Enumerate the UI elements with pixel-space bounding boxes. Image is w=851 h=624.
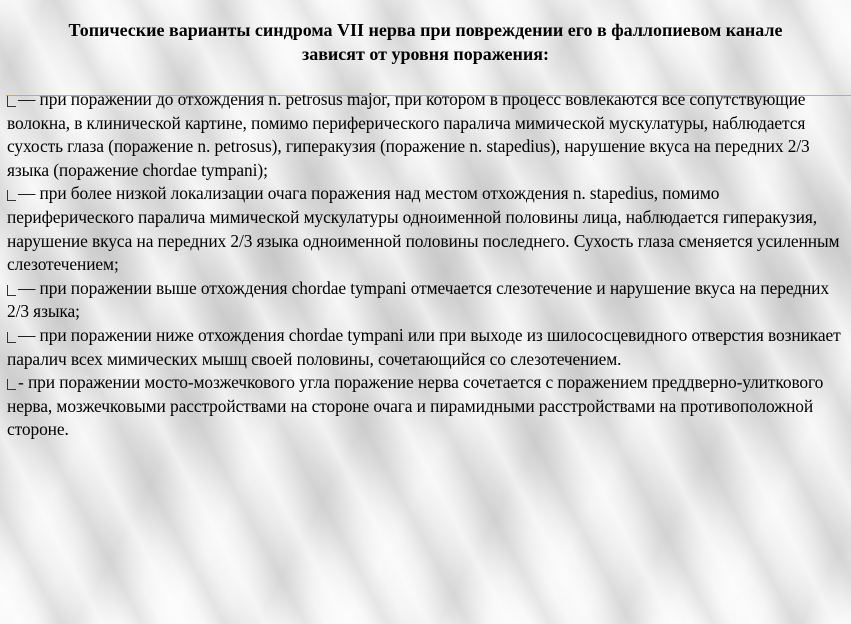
item-text: при поражении до отхождения n. petrosus major, при котором в процесс вовлекаются все сопутствующие волокна, в клинической картине, помимо периферического паралича мимической мускулатуры, наблюдается сухость глаза (поражение n. petrosus), гиперакузия (поражение n. stapedius), нарушение вкуса на передних 2/3 языка (поражение chordae tympani);	[7, 89, 810, 180]
item-marker: —	[18, 324, 36, 345]
slide-body	[7, 88, 847, 442]
item-marker: —	[18, 277, 36, 298]
corner-bullet-icon	[7, 285, 16, 296]
corner-bullet-icon	[7, 190, 16, 201]
title-line-1: Топические варианты синдрома VII нерва при повреждении его в фаллопиевом канале	[68, 20, 783, 40]
item-marker: —	[18, 183, 36, 204]
item-text: при поражении мосто-мозжечкового угла поражение нерва сочетается с поражением преддверно-улиткового нерва, мозжечковыми расстройствами на стороне очага и пирамидными расстройствами на противоположной стороне.	[7, 372, 824, 440]
list-item-3	[7, 277, 847, 324]
item-marker: —	[18, 89, 36, 109]
slide-title	[10, 18, 841, 66]
list-item-2	[7, 182, 847, 276]
item-marker: -	[18, 372, 24, 393]
list-item-1	[7, 88, 847, 182]
item-text: при поражении ниже отхождения chordae tympani или при выходе из шилососцевидного отверстия возникает паралич всех мимических мышц своей половины, сочетающийся со слезотечением.	[7, 324, 841, 369]
title-line-2: зависят от уровня поражения:	[301, 44, 550, 64]
item-text: при поражении выше отхождения chordae tympani отмечается слезотечение и нарушение вкуса на передних 2/3 языка;	[7, 277, 829, 322]
corner-bullet-icon	[7, 332, 16, 343]
corner-bullet-icon	[7, 96, 16, 107]
list-item-4	[7, 324, 847, 371]
corner-bullet-icon	[7, 379, 16, 390]
item-text: при более низкой локализации очага поражения над местом отхождения n. stapedius, помимо периферического паралича мимической мускулатуры одноименной половины лица, наблюдается гиперакузия, нарушение вкуса на передних 2/3 языка одноименной половины последнего. Сухость глаза сменяется усиленным слезотечением;	[7, 183, 840, 275]
list-item-5	[7, 371, 847, 442]
